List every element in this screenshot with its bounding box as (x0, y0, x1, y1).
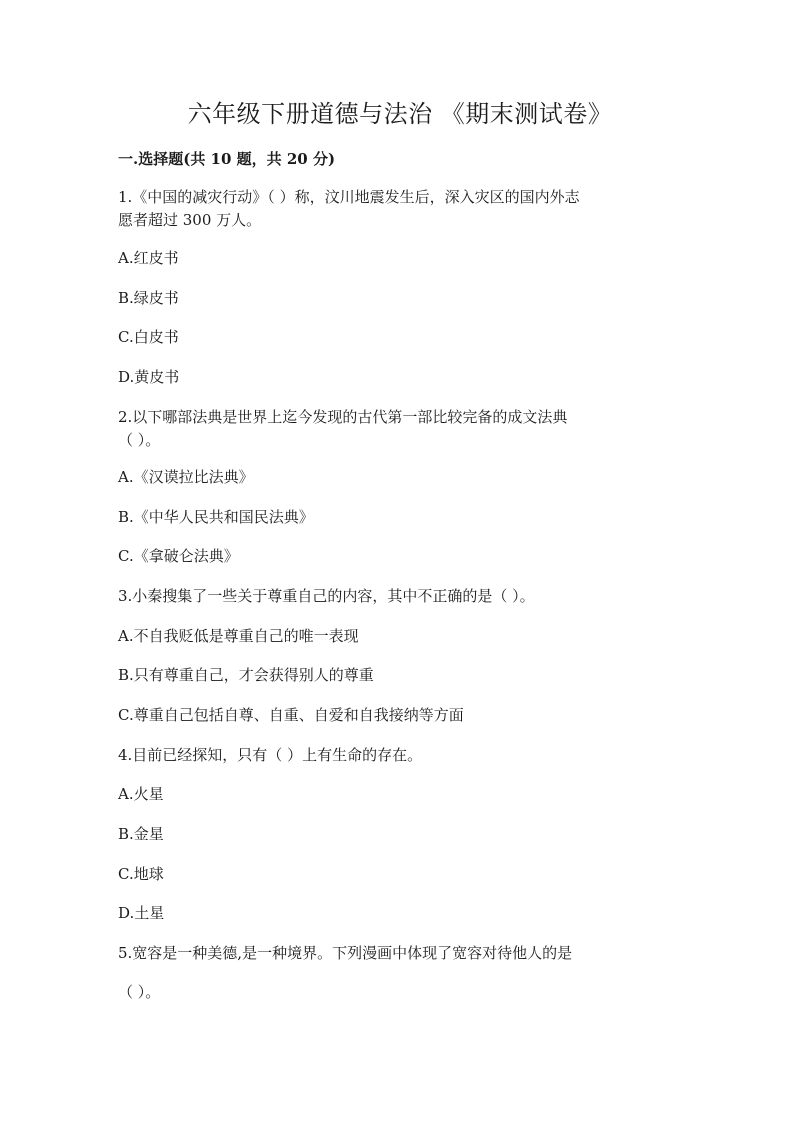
question-2-stem: 2.以下哪部法典是世界上迄今发现的古代第一部比较完备的成文法典 (118, 408, 568, 426)
question-4-stem: 4.目前已经探知，只有（ ）上有生命的存在。 (118, 746, 423, 764)
question-4-option-b: B.金星 (118, 825, 164, 843)
question-3-option-a: A.不自我贬低是尊重自己的唯一表现 (118, 627, 359, 645)
question-1-option-d: D.黄皮书 (118, 368, 180, 386)
question-1-option-b: B.绿皮书 (118, 289, 179, 307)
question-3-stem: 3.小秦搜集了一些关于尊重自己的内容，其中不正确的是（ ）。 (118, 587, 535, 605)
page-title: 六年级下册道德与法治 《期末测试卷》 (187, 100, 613, 128)
question-4-option-a: A.火星 (118, 785, 164, 803)
question-3-option-c: C.尊重自己包括自尊、自重、自爱和自我接纳等方面 (118, 706, 464, 724)
question-5-stem-cont: （ ）。 (118, 983, 161, 1001)
question-1-option-a: A.红皮书 (118, 249, 179, 267)
question-4-option-c: C.地球 (118, 865, 164, 883)
question-2-option-a: A.《汉谟拉比法典》 (118, 468, 254, 486)
question-1-option-c: C.白皮书 (118, 328, 179, 346)
question-4-option-d: D.土星 (118, 904, 165, 922)
question-2-option-c: C.《拿破仑法典》 (118, 547, 239, 565)
question-3-option-b: B.只有尊重自己，才会获得别人的尊重 (118, 666, 374, 684)
question-2-stem-cont: （ ）。 (118, 431, 161, 449)
question-2-option-b: B.《中华人民共和国民法典》 (118, 508, 314, 526)
question-1-stem: 1.《中国的减灾行动》（ ）称，汶川地震发生后，深入灾区的国内外志 (118, 188, 580, 206)
section-heading: 一.选择题(共 10 题，共 20 分) (118, 150, 336, 168)
question-1-stem-cont: 愿者超过 300 万人。 (118, 211, 262, 229)
question-5-stem: 5.宽容是一种美德,是一种境界。下列漫画中体现了宽容对待他人的是 (118, 944, 573, 962)
